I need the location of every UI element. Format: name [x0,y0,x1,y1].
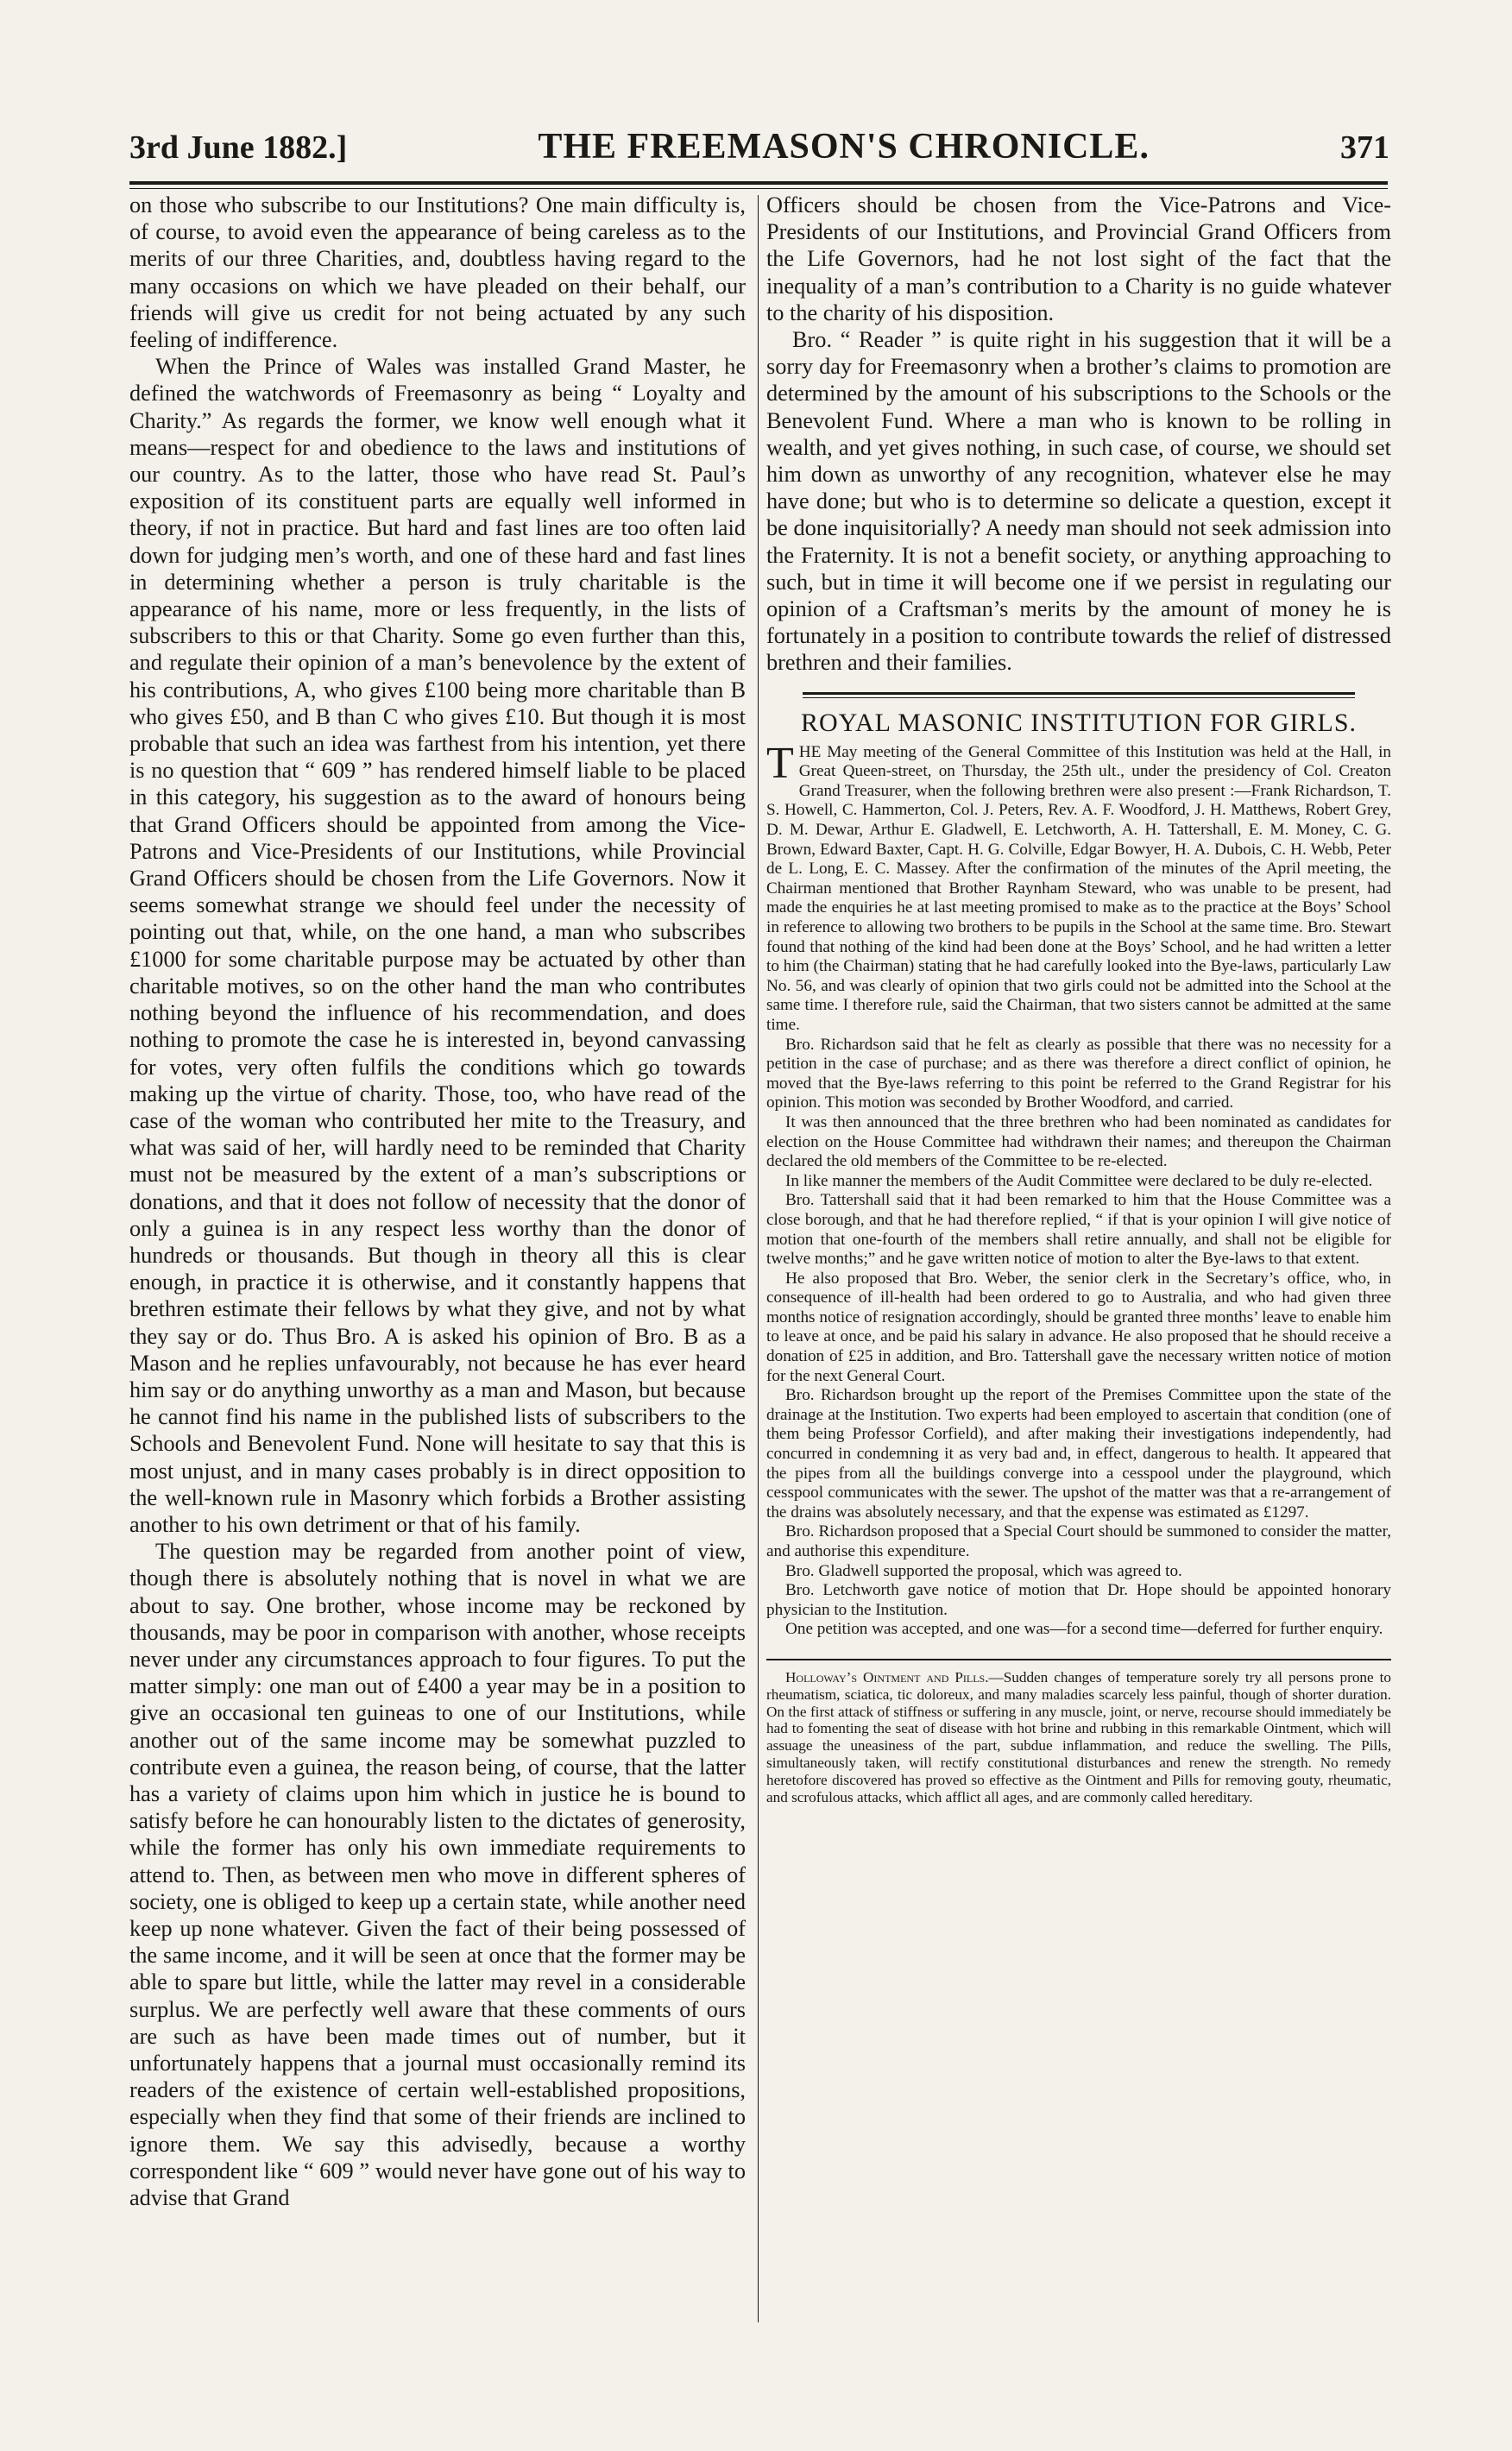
holloway-advert [766,1669,1391,1805]
advert-rule [766,1659,1391,1660]
editorial-continuation [766,192,1391,677]
column-divider [758,195,759,2322]
header-rule [129,181,1388,185]
advert-body: —Sudden changes of temperature sorely try all persons prone to rheumatism, sciatica, tic doloreux, and many maladies scarcely less painful, though of shorter duration. On the first attack of stiffness or suffering in any muscle, joint, or nerve, recourse should immediately be had to fomenting the seat of disease with hot brine and rubbing in this remarkable Ointment, which will assuage the uneasiness of the part, subdue inflammation, and reduce the swelling. The Pills, simultaneously taken, will rectify constitutional disturbances and renew the strength. No remedy heretofore discovered has proved so effective as the Ointment and Pills for removing gouty, rheumatic, and scrofulous attacks, which afflict all ages, and are commonly called hereditary. [766,1668,1391,1805]
left-paragraph-1: on those who subscribe to our Institutions? One main difficulty is, of course, to avoid even the appearance of being careless as to the merits of our three Charities, and, doubtless having regard to the many occasions on which we have pleaded on their behalf, our friends will give us credit for not being actuated by any such feeling of indifference. [129,192,746,353]
drop-cap: T [766,738,794,788]
report-paragraph: Bro. Richardson said that he felt as clearly as possible that there was no necessity for a petition in the case of purchase; and as there was therefore a direct conflict of opinion, he moved that the Bye-laws referring to this point be referred to the Grand Registrar for his opinion. This motion was seconded by Brother Woodford, and carried. [766,1035,1391,1112]
report-lead [766,738,1391,1036]
report-paragraph: Bro. Richardson brought up the report of the Premises Committee upon the state of the drainage at the Institution. Two experts had been employed to ascertain that condition (one of them being Professor Corfield), and after making their investigations independently, had concurred in condemning it as very bad and, in effect, dangerous to health. It appeared that the pipes from all the buildings converge into a cesspool under the playground, which cesspool communicates with the sewer. The upshot of the matter was that a re-arrangement of the drains was absolutely necessary, and that the expense was estimated as £1297. [766,1386,1391,1522]
right-paragraph-2: Bro. “ Reader ” is quite right in his suggestion that it will be a sorry day for Freemasonry when a brother’s claims to promotion are determined by the amount of his subscriptions to the Schools or the Benevolent Fund. Where a man who is known to be rolling in wealth, and yet gives nothing, in such case, of course, we should set him down as unworthy of any recognition, whatever else he may have done; but who is to determine so delicate a question, except it be done inquisitorially? A needy man should not seek admission into the Fraternity. It is not a benefit society, or anything approaching to such, but in time it will become one if we persist in regulating our opinion of a Craftsman’s merits by the amount of money he is fortunately in a position to contribute towards the relief of distressed brethren and their families. [766,327,1391,676]
girls-institution-report [766,738,1391,1640]
section-rule [803,692,1355,698]
left-paragraph-3: The question may be regarded from another point of view, though there is absolutely nothing that is novel in what we are about to say. One brother, whose income may be reckoned by thousands, may be poor in comparison with another, whose receipts never under any circumstances approach to four figures. To put the matter simply: one man out of £400 a year may be in a position to give an occasional ten guineas to one of our Institutions, while another out of the same income may be somewhat puzzled to contribute even a guinea, the reason being, of course, that the latter has a variety of claims upon him which in justice he is bound to satisfy before he can honourably listen to the dictates of generosity, while the former has only his own immediate requirements to attend to. Then, as between men who move in different spheres of society, one is obliged to keep up a certain state, while another need keep up none whatever. Given the fact of their being possessed of the same income, and it will be seen at once that the former may be able to spare but little, while the latter may revel in a considerable surplus. We are perfectly well aware that these comments of ours are such as have been made times out of number, but it unfortunately happens that a journal must occasionally remind its readers of the existence of certain well-established propositions, especially when they find that some of their friends are inclined to ignore them. We say this advisedly, because a worthy correspondent like “ 609 ” would never have gone out of his way to advise that Grand [129,1539,746,2211]
right-paragraph-1: Officers should be chosen from the Vice-Patrons and Vice-Presidents of our Institutions, and Provincial Grand Officers from the Life Governors, had he not lost sight of the fact that the inequality of a man’s contribution to a Charity is no guide whatever to the charity of his disposition. [766,192,1391,325]
left-column [129,192,746,2315]
report-lead-text: HE May meeting of the General Committee of this Institution was held at the Hall, in Great Queen-street, on Thursday, the 25th ult., under the presidency of Col. Creaton Grand Treasurer, when the following brethren were also present :—Frank Richardson, T. S. Howell, C. Hammerton, Col. J. Peters, Rev. A. F. Woodford, J. H. Matthews, Robert Grey, D. M. Dewar, Arthur E. Gladwell, E. Letchworth, A. H. Tattershall, E. M. Money, C. G. Brown, Edward Baxter, Capt. H. G. Colville, Edgar Bowyer, H. A. Dubois, C. H. Webb, Peter de L. Long, E. C. Massey. After the confirmation of the minutes of the April meeting, the Chairman mentioned that Brother Raynham Steward, who was unable to be present, had made the enquiries he at last meeting promised to make as to the practice at the Boys’ School in reference to allowing two brothers to be pupils in the School at the same time. Bro. Stewart found that nothing of the kind had been done at the Boys’ School, and he had written a letter to him (the Chairman) stating that he had carefully looked into the Bye-laws, particularly Law No. 56, and was clearly of opinion that two girls could not be admitted into the School at the same time. I therefore rule, said the Chairman, that two sisters cannot be admitted at the same time. [766,742,1391,1034]
header-rule-thin [129,188,1388,189]
right-column [766,192,1391,2315]
advert-heading: Holloway’s Ointment and Pills. [785,1668,989,1685]
masthead [129,126,1389,178]
report-paragraph: One petition was accepted, and one was—for a second time—deferred for further enquiry. [785,1620,1383,1639]
report-paragraph: Bro. Richardson proposed that a Special Court should be summoned to consider the matter, and authorise this expenditure. [766,1522,1391,1560]
left-paragraph-2: When the Prince of Wales was installed Grand Master, he defined the watchwords of Freemasonry as being “ Loyalty and Charity.” As regards the former, we know well enough what it means—respect for and obedience to the laws and institutions of our country. As to the latter, those who have read St. Paul’s exposition of its constituent parts are equally well informed in theory, if not in practice. But hard and fast lines are too often laid down for judging men’s worth, and one of these hard and fast lines in determining whether a person is truly charitable is the appearance of his name, more or less frequently, in the lists of subscribers to this or that Charity. Some go even further than this, and regulate their opinion of a man’s benevolence by the extent of his contributions, A, who gives £100 being more charitable than B who gives £50, and B than C who gives £10. But though it is most probable that such an idea was farthest from his intention, yet there is no question that “ 609 ” has rendered himself liable to be placed in this category, his suggestion as to the award of honours being that Grand Officers should be appointed from among the Vice-Patrons and Vice-Presidents of our Institutions, while Provincial Grand Officers should be chosen from the Life Governors. Now it seems somewhat strange we should feel under the necessity of pointing out that, while, on the one hand, a man who subscribes £1000 for some charitable purpose may be actuated by other than charitable motives, so on the other hand the man who contributes nothing beyond the influence of his recommendation, and does nothing to promote the case he is interested in, beyond canvassing for votes, very often fulfils the conditions which go towards making up the virtue of charity. Those, too, who have read of the case of the woman who contributed her mite to the Treasury, and what was said of her, will hardly need to be reminded that Charity must not be measured by the extent of a man’s subscriptions or donations, and that it does not follow of necessity that the donor of only a guinea is in any respect less worthy than the donor of hundreds or thousands. But though in theory all this is clear enough, in practice it is otherwise, and it constantly happens that brethren estimate their fellows by what they give, and not by what they say or do. Thus Bro. A is asked his opinion of Bro. B as a Mason and he replies unfavourably, not because he has ever heard him say or do anything unworthy as a man and Mason, but because he cannot find his name in the published lists of subscribers to the Schools and Benevolent Fund. None will hesitate to say that this is most unjust, and in many cases probably is in direct opposition to the well-known rule in Masonry which forbids a Brother assisting another to his own detriment or that of his family. [129,354,746,1537]
page-number: 371 [1340,129,1389,166]
publication-title: THE FREEMASON'S CHRONICLE. [538,127,1150,167]
report-paragraph: It was then announced that the three brethren who had been nominated as candidates for election on the House Committee had withdrawn their names; and thereupon the Chairman declared the old members of the Committee to be re-elected. [766,1112,1391,1171]
report-paragraph: He also proposed that Bro. Weber, the senior clerk in the Secretary’s office, who, in consequence of ill-health had been ordered to go to Australia, and who had given three months notice of resignation accordingly, should be granted three months’ leave to enable him to leave at once, and be paid his salary in advance. He also proposed that he should receive a donation of £25 in addition, and Bro. Tattershall gave the necessary written notice of motion for the next General Court. [766,1269,1391,1385]
issue-date: 3rd June 1882.] [129,129,348,166]
section-title: ROYAL MASONIC INSTITUTION FOR GIRLS. [800,708,1358,737]
report-paragraph: Bro. Letchworth gave notice of motion that Dr. Hope should be appointed honorary physician to the Institution. [766,1581,1391,1619]
report-paragraph: Bro. Tattershall said that it had been remarked to him that the House Committee was a close borough, and that he had therefore replied, “ if that is your opinion I will give notice of motion that one-fourth of the members shall retire annually, and shall not be eligible for twelve months;” and he gave written notice of motion to alter the Bye-laws to that extent. [766,1191,1391,1269]
advert-text [766,1669,1391,1805]
report-paragraph: In like manner the members of the Audit Committee were declared to be duly re-elected. [785,1171,1373,1190]
report-paragraph: Bro. Gladwell supported the proposal, which was agreed to. [785,1561,1182,1580]
